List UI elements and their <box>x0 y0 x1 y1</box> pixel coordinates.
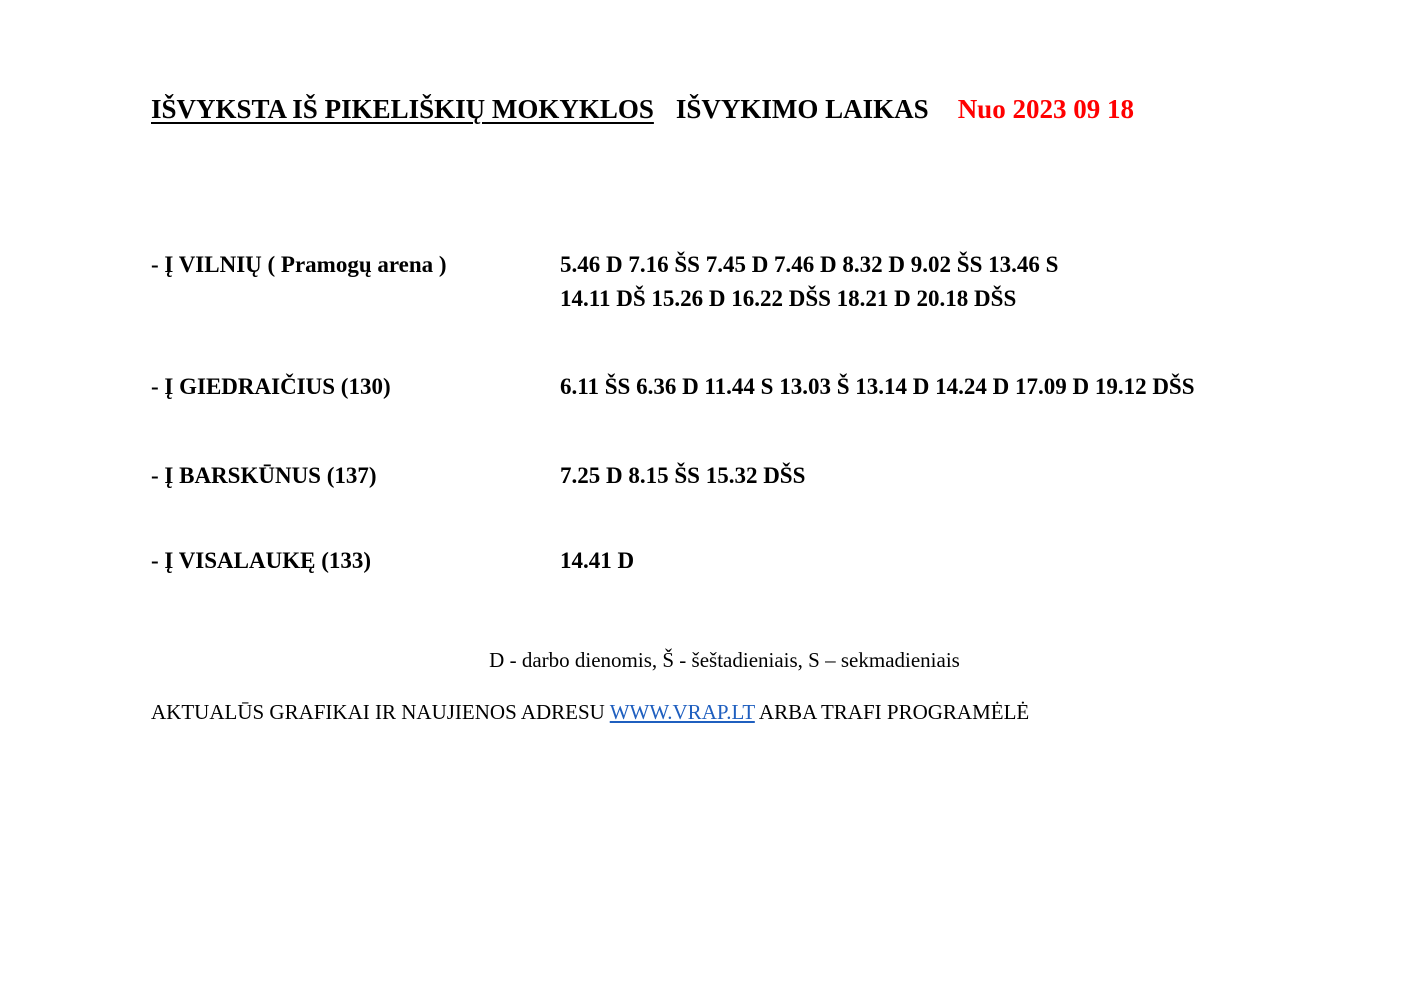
route-times-line: 14.11 DŠ 15.26 D 16.22 DŠS 18.21 D 20.18 DŠS <box>560 286 1017 311</box>
route-times <box>560 248 1058 316</box>
route-times-line: 6.11 ŠS 6.36 D 11.44 S 13.03 Š 13.14 D 14.24 D 17.09 D 19.12 DŠS <box>560 374 1195 399</box>
valid-from-date: Nuo 2023 09 18 <box>957 94 1134 124</box>
vrap-website-link[interactable]: WWW.VRAP.LT <box>609 700 755 724</box>
route-destination: - Į VILNIŲ ( Pramogų arena ) <box>151 252 447 277</box>
route-destination: - Į VISALAUKĘ (133) <box>151 548 372 573</box>
route-times <box>560 544 634 578</box>
route-times-line: 7.25 D 8.15 ŠS 15.32 DŠS <box>560 463 806 488</box>
route-times <box>560 459 805 493</box>
info-suffix: ARBA TRAFI PROGRAMĖLĖ <box>758 700 1030 724</box>
departure-time-label: IŠVYKIMO LAIKAS <box>675 94 929 124</box>
route-times-line: 5.46 D 7.16 ŠS 7.45 D 7.46 D 8.32 D 9.02 ŠS 13.46 S <box>560 252 1059 277</box>
route-times <box>560 370 1195 404</box>
origin-title: IŠVYKSTA IŠ PIKELIŠKIŲ MOKYKLOS <box>151 94 654 124</box>
day-type-legend <box>0 646 1403 674</box>
legend-text: D - darbo dienomis, Š - šeštadieniais, S – sekmadieniais <box>489 648 960 672</box>
info-line <box>151 698 1029 726</box>
route-destination: - Į BARSKŪNUS (137) <box>151 463 377 488</box>
route-times-line: 14.41 D <box>560 548 635 573</box>
info-prefix: AKTUALŪS GRAFIKAI IR NAUJIENOS ADRESU <box>151 700 605 724</box>
route-destination: - Į GIEDRAIČIUS (130) <box>151 374 391 399</box>
schedule-heading <box>151 92 1134 126</box>
